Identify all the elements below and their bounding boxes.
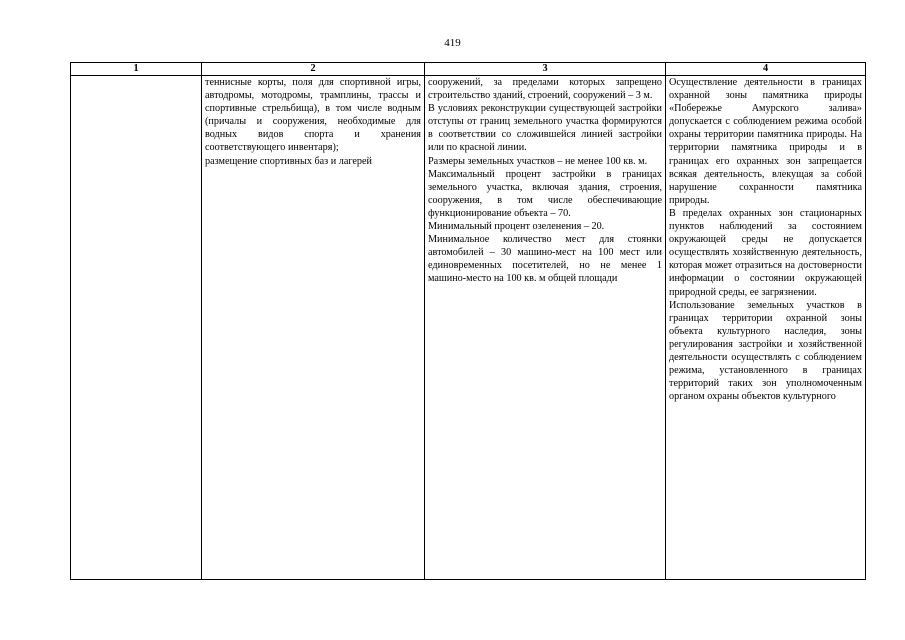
paragraph: Использование земельных участков в границах территории охранной зоны объекта культурного наследия, зоны регулирования застройки и хозяйственной деятельности осуществлять с соблюдением режима, установленного в границах территорий таких зон уполномоченным органом охраны объектов культурного [669, 299, 862, 403]
paragraph: Минимальный процент озеленения – 20. [428, 221, 605, 233]
cell-col-4 [666, 76, 866, 580]
regulation-table [70, 62, 866, 580]
cell-col-4-text [669, 76, 862, 403]
paragraph: сооружений, за пределами которых запрещено строительство зданий, строений, сооружений – 3 м. [428, 77, 662, 102]
column-header-4: 4 [666, 63, 866, 76]
column-header-3: 3 [425, 63, 666, 76]
table-header-row [71, 63, 866, 76]
cell-col-3 [425, 76, 666, 580]
cell-col-1 [71, 76, 202, 580]
paragraph: Минимальное количество мест для стоянки автомобилей – 30 машино-мест на 100 мест или единовременных посетителей, но не менее 1 машино-место на 100 кв. м общей площади [428, 234, 662, 285]
paragraph: Осуществление деятельности в границах охранной зоны памятника природы «Побережье Амурского залива» допускается с соблюдением режима особой охраны территории памятника природы. На территории памятника природы и в границах его охранных зон запрещается всякая деятельность, влекущая за собой нарушение сохранности памятника природы. [669, 77, 862, 206]
paragraph: Максимальный процент застройки в границах земельного участка, включая здания, строения, сооружения, в том числе обеспечивающие функционирование объекта – 70. [428, 168, 662, 219]
cell-col-2-text [205, 76, 421, 168]
cell-col-2 [202, 76, 425, 580]
paragraph: В пределах охранных зон стационарных пунктов наблюдений за состоянием окружающей среды не допускается осуществлять хозяйственную деятельность, которая может отразиться на достоверности информации о состоянии окружающей природной среды, ее загрязнении. [669, 207, 862, 298]
column-header-1: 1 [71, 63, 202, 76]
cell-col-3-text [428, 76, 662, 286]
paragraph: размещение спортивных баз и лагерей [205, 155, 372, 167]
page-number: 419 [444, 37, 461, 49]
paragraph: В условиях реконструкции существующей застройки отступы от границ земельного участка формируются в соответствии со сложившейся линией застройки или по красной линии. [428, 103, 662, 154]
paragraph: теннисные корты, поля для спортивной игры, автодромы, мотодромы, трамплины, трассы и спортивные стрельбища), в том числе водным (причалы и сооружения, необходимые для водных видов спорта и хранения соответствующего инвентаря); [205, 77, 421, 154]
column-header-2: 2 [202, 63, 425, 76]
paragraph: Размеры земельных участков – не менее 100 кв. м. [428, 155, 648, 167]
table-row [71, 76, 866, 580]
